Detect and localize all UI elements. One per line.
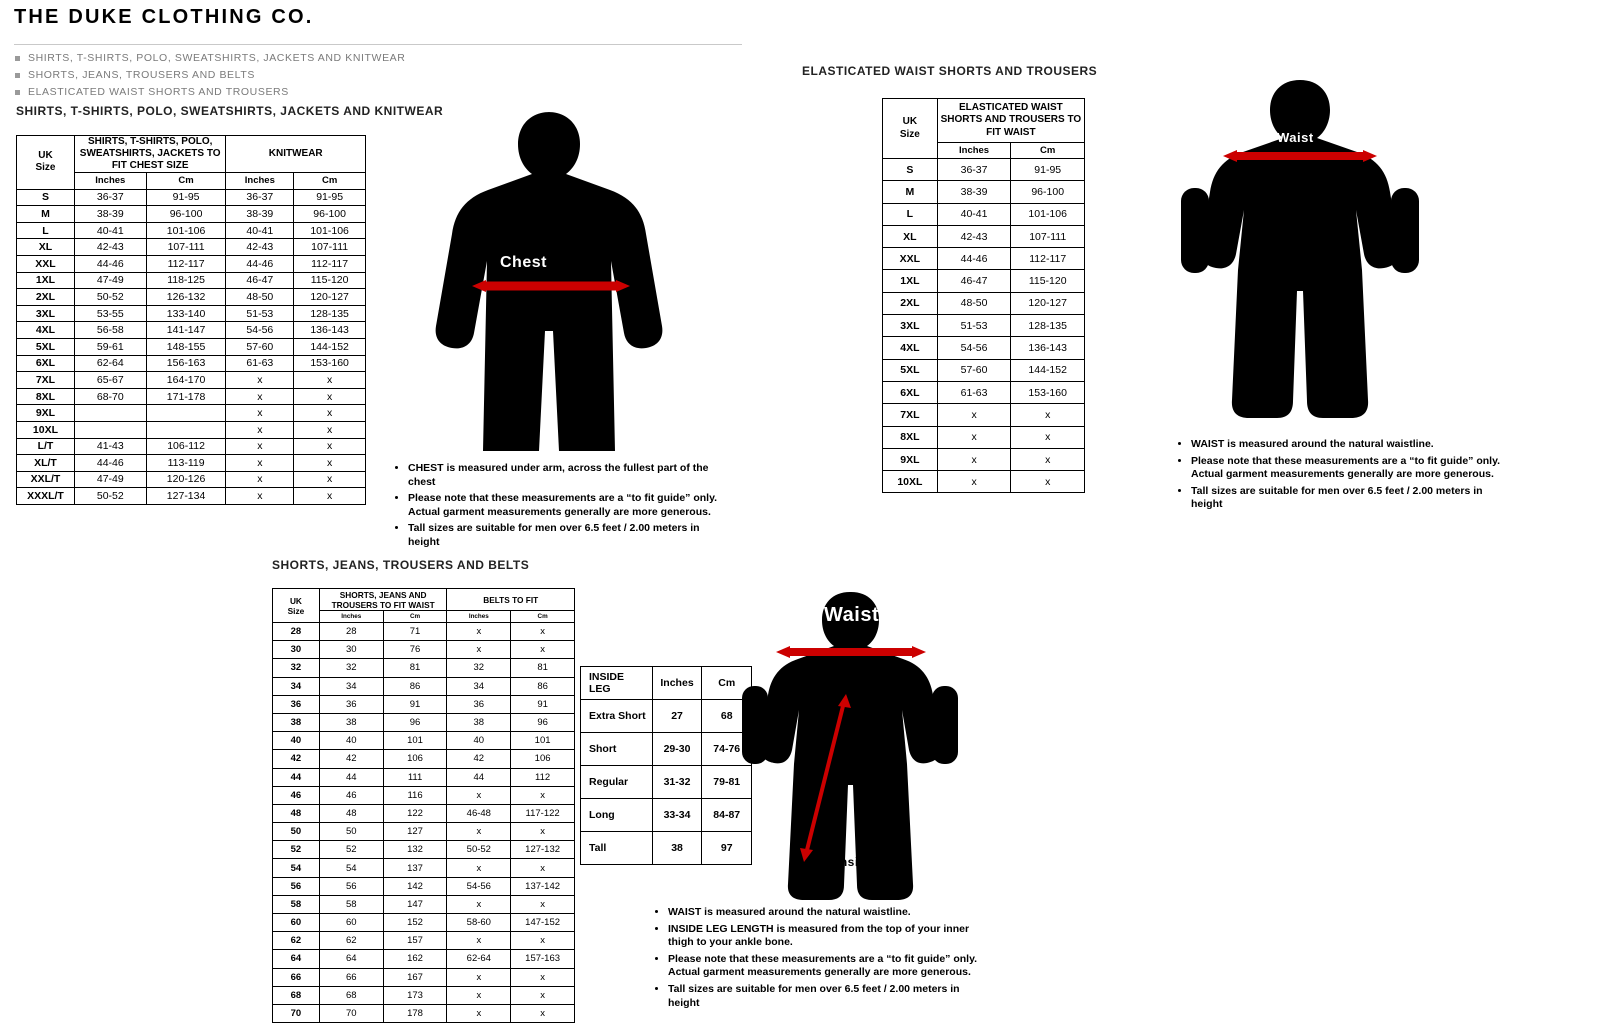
figure-chest-measurement (420, 110, 680, 460)
table-row: 38 38 96 38 96 (273, 713, 575, 731)
table-row: 46 46 116 x x (273, 786, 575, 804)
table-row: 1XL 46-47 115-120 (883, 270, 1085, 292)
table-row: 34 34 86 34 86 (273, 677, 575, 695)
table-row: 3XL 51-53 128-135 (883, 315, 1085, 337)
table-row: 70 70 178 x x (273, 1004, 575, 1022)
note-item: • Tall sizes are suitable for men over 6.5 feet / 2.00 meters in height (1191, 485, 1515, 512)
table-row: XL 42-43 107-111 (883, 225, 1085, 247)
header-group-elasticated: ELASTICATED WAIST SHORTS AND TROUSERS TO FIT WAIST (937, 99, 1084, 143)
header-unit: Cm (702, 667, 752, 700)
header-unit: Inches (319, 611, 383, 623)
header-uk-size: UK Size (17, 136, 75, 190)
table-row: 32 32 81 32 81 (273, 659, 575, 677)
header-unit: Inches (652, 667, 702, 700)
table-row: M 38-39 96-100 (883, 181, 1085, 203)
note-item: • Please note that these measurements are a “to fit guide” only. Actual garment measurements generally are more generous. (668, 953, 992, 980)
table-row: Extra Short 27 68 (581, 700, 752, 733)
table-row: XXL/T 47-49 120-126 x x (17, 471, 366, 488)
table-row: 66 66 167 x x (273, 968, 575, 986)
header-inside-leg: INSIDE LEG (581, 667, 653, 700)
table-of-contents (14, 52, 714, 103)
table-row: S 36-37 91-95 (883, 159, 1085, 181)
header-group-shorts: SHORTS, JEANS AND TROUSERS TO FIT WAIST (319, 589, 447, 611)
header-unit: Inches (447, 611, 511, 623)
table-row: 2XL 50-52 126-132 48-50 120-127 (17, 289, 366, 306)
section-title-elasticated: ELASTICATED WAIST SHORTS AND TROUSERS (802, 64, 1098, 78)
header-uk-size: UK Size (883, 99, 938, 159)
notes-waist (1175, 438, 1515, 515)
table-row: 60 60 152 58-60 147-152 (273, 914, 575, 932)
table-row: 30 30 76 x x (273, 641, 575, 659)
table-row: 68 68 173 x x (273, 986, 575, 1004)
table-row: Regular 31-32 79-81 (581, 766, 752, 799)
header-divider (14, 44, 742, 45)
toc-item: ELASTICATED WAIST SHORTS AND TROUSERS (14, 86, 714, 98)
toc-item: SHORTS, JEANS, TROUSERS AND BELTS (14, 69, 714, 81)
header-unit: Cm (294, 173, 366, 190)
table-row: XXXL/T 50-52 127-134 x x (17, 488, 366, 505)
notes-chest (392, 462, 722, 553)
note-item: • Please note that these measurements are a “to fit guide” only. Actual garment measurements generally are more generous. (1191, 455, 1515, 482)
header-unit: Inches (74, 173, 146, 190)
header-unit: Cm (383, 611, 447, 623)
table-row: Short 29-30 74-76 (581, 733, 752, 766)
header-group-shirts: SHIRTS, T-SHIRTS, POLO, SWEATSHIRTS, JACKETS TO FIT CHEST SIZE (74, 136, 226, 173)
table-row: 52 52 132 50-52 127-132 (273, 841, 575, 859)
table-row: 6XL 62-64 156-163 61-63 153-160 (17, 355, 366, 372)
table-row: 28 28 71 x x (273, 623, 575, 641)
table-row: 10XL x x (17, 421, 366, 438)
table-row: 5XL 57-60 144-152 (883, 359, 1085, 381)
figure-waist-measurement-top (1175, 78, 1425, 428)
header-unit: Cm (146, 173, 226, 190)
table-row: 2XL 48-50 120-127 (883, 292, 1085, 314)
table-row: L 40-41 101-106 40-41 101-106 (17, 222, 366, 239)
table-row: 44 44 111 44 112 (273, 768, 575, 786)
table-row: 58 58 147 x x (273, 895, 575, 913)
table-row: L 40-41 101-106 (883, 203, 1085, 225)
table-row: 54 54 137 x x (273, 859, 575, 877)
header-group-belts: BELTS TO FIT (447, 589, 575, 611)
table-row: S 36-37 91-95 36-37 91-95 (17, 189, 366, 206)
table-row: 5XL 59-61 148-155 57-60 144-152 (17, 338, 366, 355)
table-row: 64 64 162 62-64 157-163 (273, 950, 575, 968)
header-group-knitwear: KNITWEAR (226, 136, 366, 173)
table-row: XL/T 44-46 113-119 x x (17, 455, 366, 472)
table-row: 36 36 91 36 91 (273, 695, 575, 713)
table-row: XXL 44-46 112-117 (883, 248, 1085, 270)
table-row: Long 33-34 84-87 (581, 799, 752, 832)
note-item: • WAIST is measured around the natural waistline. (668, 906, 992, 920)
table-row: L/T 41-43 106-112 x x (17, 438, 366, 455)
section-title-shirts: SHIRTS, T-SHIRTS, POLO, SWEATSHIRTS, JACKETS AND KNITWEAR (16, 104, 444, 118)
table-elasticated-waist (882, 98, 1085, 493)
note-item: • Tall sizes are suitable for men over 6.5 feet / 2.00 meters in height (408, 522, 722, 549)
notes-waist-inside-leg (652, 906, 992, 1013)
table-row: 42 42 106 42 106 (273, 750, 575, 768)
note-item: • Please note that these measurements are a “to fit guide” only. Actual garment measurements generally are more generous. (408, 492, 722, 519)
header-uk-size: UK Size (273, 589, 320, 623)
table-row: 8XL 68-70 171-178 x x (17, 388, 366, 405)
section-title-shorts: SHORTS, JEANS, TROUSERS AND BELTS (272, 558, 530, 572)
table-row: Tall 38 97 (581, 832, 752, 865)
table-shorts-belts (272, 588, 575, 1023)
table-row: 3XL 53-55 133-140 51-53 128-135 (17, 305, 366, 322)
figure-label-inside-leg: Inside Leg (836, 855, 901, 869)
figure-waist-inside-leg (740, 590, 960, 910)
table-header-row (581, 667, 752, 700)
torso-silhouette-icon (420, 110, 680, 460)
table-row: 62 62 157 x x (273, 932, 575, 950)
figure-label-chest: Chest (500, 254, 547, 271)
header-unit: Cm (1011, 143, 1085, 159)
table-row: 1XL 47-49 118-125 46-47 115-120 (17, 272, 366, 289)
table-row: 9XL x x (17, 405, 366, 422)
table-row: M 38-39 96-100 38-39 96-100 (17, 206, 366, 223)
table-row: 9XL x x (883, 448, 1085, 470)
header-unit: Inches (937, 143, 1011, 159)
page-title: THE DUKE CLOTHING CO. (14, 6, 314, 28)
note-item: • CHEST is measured under arm, across the fullest part of the chest (408, 462, 722, 489)
table-row: 10XL x x (883, 471, 1085, 493)
table-shirts (16, 135, 366, 505)
table-row: 56 56 142 54-56 137-142 (273, 877, 575, 895)
note-item: • WAIST is measured around the natural waistline. (1191, 438, 1515, 452)
table-row: XL 42-43 107-111 42-43 107-111 (17, 239, 366, 256)
table-row: 7XL x x (883, 404, 1085, 426)
table-row: 4XL 56-58 141-147 54-56 136-143 (17, 322, 366, 339)
table-inside-leg (580, 666, 752, 865)
figure-label-waist: Waist (1277, 130, 1314, 145)
table-row: 4XL 54-56 136-143 (883, 337, 1085, 359)
table-row: 8XL x x (883, 426, 1085, 448)
table-row: 6XL 61-63 153-160 (883, 381, 1085, 403)
table-row: 50 50 127 x x (273, 823, 575, 841)
table-row: 7XL 65-67 164-170 x x (17, 372, 366, 389)
toc-item: SHIRTS, T-SHIRTS, POLO, SWEATSHIRTS, JACKETS AND KNITWEAR (14, 52, 714, 64)
figure-label-waist-bottom: Waist (824, 604, 880, 626)
note-item: • INSIDE LEG LENGTH is measured from the top of your inner thigh to your ankle bone. (668, 923, 992, 950)
header-unit: Inches (226, 173, 294, 190)
table-row: XXL 44-46 112-117 44-46 112-117 (17, 255, 366, 272)
header-unit: Cm (511, 611, 575, 623)
table-row: 40 40 101 40 101 (273, 732, 575, 750)
note-item: • Tall sizes are suitable for men over 6.5 feet / 2.00 meters in height (668, 983, 992, 1010)
table-row: 48 48 122 46-48 117-122 (273, 804, 575, 822)
